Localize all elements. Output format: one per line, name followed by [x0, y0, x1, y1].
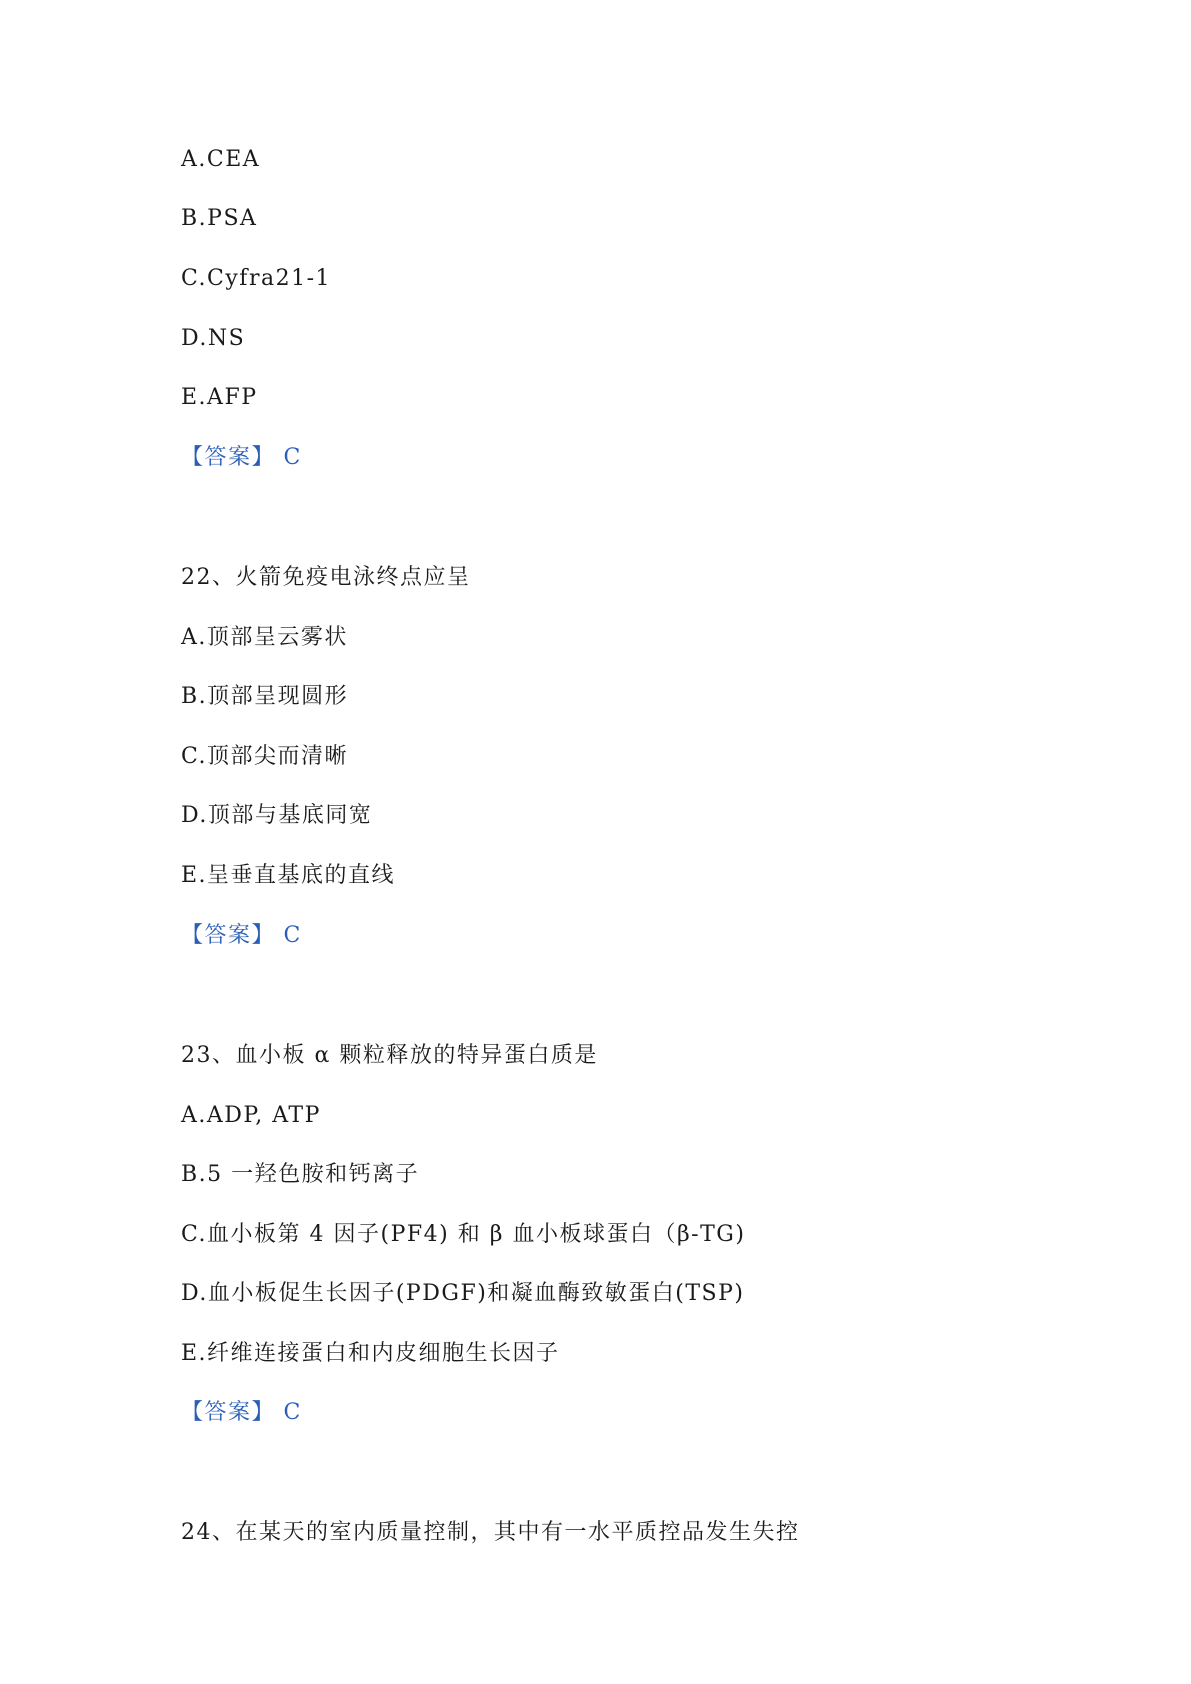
q23-option-b: B.5 一羟色胺和钙离子: [181, 1162, 420, 1187]
q22-option-b: B.顶部呈现圆形: [181, 684, 349, 709]
q23-stem: 23、血小板 α 颗粒释放的特异蛋白质是: [181, 1043, 598, 1068]
q22-option-e: E.呈垂直基底的直线: [181, 863, 396, 888]
q23-option-c: C.血小板第 4 因子(PF4) 和 β 血小板球蛋白（β-TG): [181, 1222, 746, 1247]
q22-option-d: D.顶部与基底同宽: [181, 803, 373, 828]
q22-stem: 22、火箭免疫电泳终点应呈: [181, 565, 471, 590]
q21-option-a: A.CEA: [181, 147, 261, 172]
q22-option-a: A.顶部呈云雾状: [181, 625, 348, 650]
q23-option-d: D.血小板促生长因子(PDGF)和凝血酶致敏蛋白(TSP): [181, 1281, 745, 1306]
q21-answer: 【答案】 C: [181, 445, 302, 470]
q22-answer: 【答案】 C: [181, 923, 302, 948]
q22-option-c: C.顶部尖而清晰: [181, 744, 349, 769]
q21-option-d: D.NS: [181, 326, 246, 351]
q21-option-b: B.PSA: [181, 206, 258, 231]
q21-option-e: E.AFP: [181, 385, 258, 410]
q23-option-e: E.纤维连接蛋白和内皮细胞生长因子: [181, 1341, 560, 1366]
q21-option-c: C.Cyfra21-1: [181, 266, 332, 291]
q23-option-a: A.ADP, ATP: [181, 1103, 321, 1128]
q24-stem: 24、在某天的室内质量控制，其中有一水平质控品发生失控: [181, 1520, 800, 1545]
q23-answer: 【答案】 C: [181, 1400, 302, 1425]
